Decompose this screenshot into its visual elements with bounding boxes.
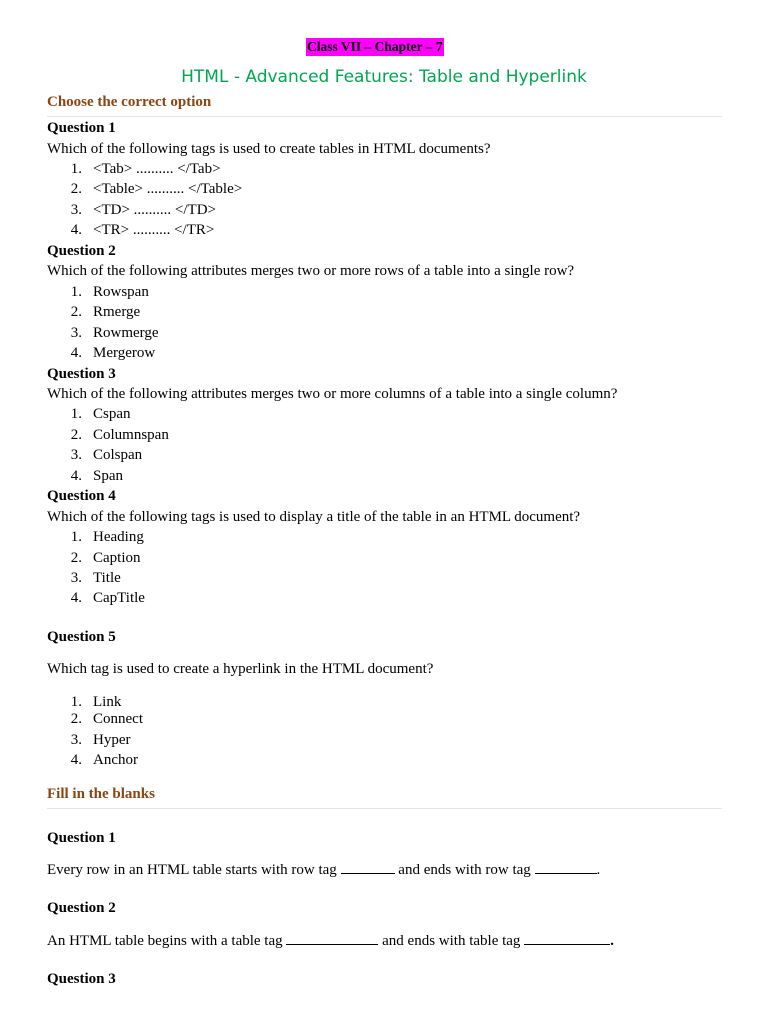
- fill-q2-part1: An HTML table begins with a table tag: [47, 933, 287, 949]
- mcq-q4-option: Caption: [93, 550, 141, 566]
- fill-question-2-label: Question 2: [47, 900, 116, 916]
- option-number: 2.: [70, 427, 82, 443]
- option-number: 1.: [70, 529, 82, 545]
- mcq-question-1-label: Question 1: [47, 120, 116, 136]
- mcq-q4-option: Heading: [93, 529, 144, 545]
- mcq-q1-option: <TR> .......... </TR>: [93, 222, 215, 238]
- option-number: 3.: [70, 325, 82, 341]
- mcq-q2-option: Mergerow: [93, 345, 156, 361]
- option-number: 1.: [70, 284, 82, 300]
- answer-blank: [535, 861, 597, 874]
- fill-q2-end: .: [610, 933, 614, 949]
- option-number: 3.: [70, 732, 82, 748]
- mcq-q4-option: CapTitle: [93, 590, 145, 606]
- fill-question-3-label: Question 3: [47, 971, 116, 987]
- mcq-q3-option: Span: [93, 468, 123, 484]
- mcq-q5-option: Hyper: [93, 732, 131, 748]
- fill-question-2-text: [47, 932, 614, 950]
- page-title: HTML - Advanced Features: Table and Hyperlink: [181, 67, 587, 87]
- option-number: 4.: [70, 590, 82, 606]
- option-number: 1.: [70, 161, 82, 177]
- mcq-question-3-label: Question 3: [47, 366, 116, 382]
- mcq-q1-option: <TD> .......... </TD>: [93, 202, 216, 218]
- fill-q2-part2: and ends with table tag: [378, 933, 525, 949]
- answer-blank: [341, 861, 395, 874]
- mcq-q3-option: Cspan: [93, 406, 131, 422]
- fill-q1-part2: and ends with row tag: [394, 862, 535, 878]
- option-number: 4.: [70, 752, 82, 768]
- mcq-question-3-text: Which of the following attributes merges two or more columns of a table into a single column?: [47, 386, 618, 402]
- mcq-question-1-text: Which of the following tags is used to create tables in HTML documents?: [47, 141, 491, 157]
- fill-question-1-text: [47, 861, 600, 879]
- option-number: 2.: [70, 181, 82, 197]
- mcq-q2-option: Rmerge: [93, 304, 141, 320]
- mcq-question-5-text: Which tag is used to create a hyperlink in the HTML document?: [47, 661, 434, 677]
- mcq-q1-option: <Tab> .......... </Tab>: [93, 161, 221, 177]
- option-number: 3.: [70, 447, 82, 463]
- option-number: 1.: [70, 406, 82, 422]
- option-number: 2.: [70, 711, 82, 727]
- section-divider: [47, 116, 722, 117]
- fill-question-1-label: Question 1: [47, 830, 116, 846]
- mcq-question-5-label: Question 5: [47, 629, 116, 645]
- fill-q1-end: .: [596, 862, 601, 878]
- option-number: 3.: [70, 202, 82, 218]
- mcq-section-heading: Choose the correct option: [47, 94, 212, 110]
- mcq-question-4-text: Which of the following tags is used to display a title of the table in an HTML document?: [47, 509, 581, 525]
- mcq-q3-option: Colspan: [93, 447, 143, 463]
- fill-q1-part1: Every row in an HTML table starts with row tag: [47, 862, 341, 878]
- answer-blank: [524, 932, 610, 945]
- mcq-q1-option: <Table> .......... </Table>: [93, 181, 243, 197]
- mcq-question-2-text: Which of the following attributes merges two or more rows of a table into a single row?: [47, 263, 575, 279]
- mcq-q3-option: Columnspan: [93, 427, 169, 443]
- mcq-q5-option: Connect: [93, 711, 143, 727]
- option-number: 4.: [70, 222, 82, 238]
- mcq-q5-option: Link: [93, 694, 122, 710]
- option-number: 4.: [70, 468, 82, 484]
- mcq-q4-option: Title: [93, 570, 121, 586]
- mcq-question-4-label: Question 4: [47, 488, 116, 504]
- mcq-question-2-label: Question 2: [47, 243, 116, 259]
- option-number: 2.: [70, 550, 82, 566]
- mcq-q5-option: Anchor: [93, 752, 138, 768]
- option-number: 1.: [70, 694, 82, 710]
- answer-blank: [286, 932, 378, 945]
- mcq-q2-option: Rowspan: [93, 284, 149, 300]
- option-number: 4.: [70, 345, 82, 361]
- fill-section-heading: Fill in the blanks: [47, 786, 155, 802]
- option-number: 3.: [70, 570, 82, 586]
- mcq-q2-option: Rowmerge: [93, 325, 159, 341]
- option-number: 2.: [70, 304, 82, 320]
- section-divider: [47, 808, 722, 809]
- class-chapter-badge: Class VII – Chapter – 7: [307, 39, 443, 54]
